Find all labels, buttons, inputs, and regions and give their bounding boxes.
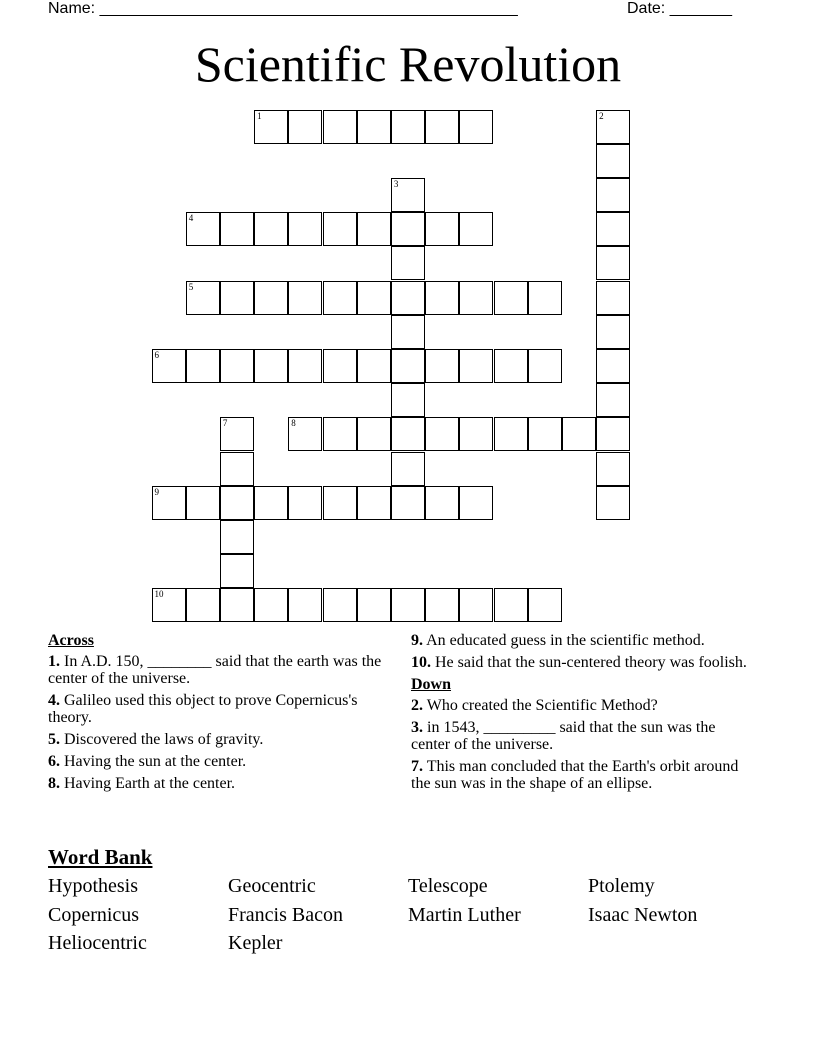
crossword-cell[interactable] <box>596 178 630 212</box>
crossword-cell[interactable] <box>459 486 493 520</box>
crossword-cell[interactable] <box>152 588 186 622</box>
word-bank-list <box>48 872 768 958</box>
crossword-cell[interactable] <box>596 417 630 451</box>
cell-number: 5 <box>188 281 194 292</box>
crossword-cell[interactable] <box>220 417 254 451</box>
crossword-cell[interactable] <box>357 588 391 622</box>
crossword-cell[interactable] <box>425 486 459 520</box>
crossword-cell[interactable] <box>596 315 630 349</box>
crossword-cell[interactable] <box>494 417 528 451</box>
clues-column-right <box>411 632 756 797</box>
crossword-cell[interactable] <box>254 349 288 383</box>
crossword-cell[interactable] <box>596 486 630 520</box>
crossword-cell[interactable] <box>288 349 322 383</box>
word-bank <box>48 844 768 958</box>
crossword-cell[interactable] <box>425 212 459 246</box>
crossword-cell[interactable] <box>220 554 254 588</box>
crossword-cell[interactable] <box>459 110 493 144</box>
crossword-cell[interactable] <box>152 349 186 383</box>
crossword-cell[interactable] <box>459 417 493 451</box>
cell-number: 3 <box>393 178 399 189</box>
crossword-cell[interactable] <box>220 281 254 315</box>
clue-down-2: 2. Who created the Scientific Method? <box>411 697 658 714</box>
word-bank-item: Isaac Newton <box>588 903 698 926</box>
crossword-cell[interactable] <box>425 417 459 451</box>
clue-across-10: 10. He said that the sun-centered theory was foolish. <box>411 654 747 671</box>
crossword-cell[interactable] <box>357 212 391 246</box>
crossword-cell[interactable] <box>254 588 288 622</box>
crossword-cell[interactable] <box>323 486 357 520</box>
down-heading: Down <box>411 676 452 693</box>
crossword-cell[interactable] <box>357 417 391 451</box>
clue-across-5: 5. Discovered the laws of gravity. <box>48 731 264 748</box>
word-bank-item: Copernicus <box>48 903 140 926</box>
clue-across-1: 1. In A.D. 150, ________ said that the earth was the center of the universe. <box>48 653 382 687</box>
crossword-cell[interactable] <box>596 452 630 486</box>
page-title: Scientific Revolution <box>194 36 622 92</box>
crossword-cell[interactable] <box>323 212 357 246</box>
crossword-cell[interactable] <box>596 144 630 178</box>
across-heading: Across <box>48 632 94 649</box>
crossword-cell[interactable] <box>254 486 288 520</box>
crossword-cell[interactable] <box>186 588 220 622</box>
crossword-cell[interactable] <box>357 281 391 315</box>
crossword-cell[interactable] <box>323 588 357 622</box>
crossword-cell[interactable] <box>528 588 562 622</box>
cell-number: 7 <box>222 418 228 429</box>
crossword-cell[interactable] <box>391 417 425 451</box>
crossword-cell[interactable] <box>494 588 528 622</box>
crossword-cell[interactable] <box>288 588 322 622</box>
name-field-label: Name: _______________________________________________ <box>48 0 518 17</box>
crossword-cell[interactable] <box>391 281 425 315</box>
clue-across-8: 8. Having Earth at the center. <box>48 775 236 792</box>
word-bank-item: Martin Luther <box>408 903 521 926</box>
cell-number: 4 <box>188 213 194 224</box>
cell-number: 1 <box>257 110 262 121</box>
crossword-cell[interactable] <box>391 452 425 486</box>
clues-column-left <box>48 632 388 797</box>
clue-down-3: 3. in 1543, _________ said that the sun was the center of the universe. <box>411 719 716 753</box>
word-bank-item: Ptolemy <box>588 875 655 897</box>
crossword-cell[interactable] <box>425 281 459 315</box>
crossword-cell[interactable] <box>357 486 391 520</box>
crossword-cell[interactable] <box>596 383 630 417</box>
crossword-cell[interactable] <box>596 110 630 144</box>
crossword-cell[interactable] <box>494 281 528 315</box>
crossword-cell[interactable] <box>323 110 357 144</box>
crossword-cell[interactable] <box>391 315 425 349</box>
crossword-cell[interactable] <box>220 486 254 520</box>
cell-number: 6 <box>154 349 159 360</box>
crossword-cell[interactable] <box>425 588 459 622</box>
crossword-cell[interactable] <box>391 246 425 280</box>
crossword-cell[interactable] <box>391 212 425 246</box>
crossword-cell[interactable] <box>254 212 288 246</box>
crossword-cell[interactable] <box>220 349 254 383</box>
word-bank-item: Kepler <box>228 932 283 954</box>
clue-across-9: 9. An educated guess in the scientific method. <box>411 632 705 649</box>
word-bank-item: Telescope <box>408 875 488 897</box>
crossword-cell[interactable] <box>596 246 630 280</box>
word-bank-item: Francis Bacon <box>228 903 343 926</box>
word-bank-item: Hypothesis <box>48 875 138 897</box>
crossword-cell[interactable] <box>254 110 288 144</box>
crossword-cell[interactable] <box>323 417 357 451</box>
crossword-cell[interactable] <box>528 417 562 451</box>
crossword-cell[interactable] <box>357 349 391 383</box>
cell-number: 10 <box>154 589 164 600</box>
crossword-cell[interactable] <box>220 452 254 486</box>
crossword-cell[interactable] <box>459 212 493 246</box>
clue-across-6: 6. Having the sun at the center. <box>48 753 247 770</box>
crossword-cell[interactable] <box>459 281 493 315</box>
crossword-cell[interactable] <box>186 281 220 315</box>
crossword-cell[interactable] <box>288 110 322 144</box>
crossword-cell[interactable] <box>323 349 357 383</box>
crossword-cell[interactable] <box>288 417 322 451</box>
crossword-cell[interactable] <box>528 281 562 315</box>
word-bank-item: Geocentric <box>228 875 316 897</box>
crossword-cell[interactable] <box>152 486 186 520</box>
crossword-cell[interactable] <box>186 349 220 383</box>
crossword-cell[interactable] <box>288 212 322 246</box>
crossword-cell[interactable] <box>596 349 630 383</box>
crossword-cell[interactable] <box>323 281 357 315</box>
word-bank-item: Heliocentric <box>48 932 147 954</box>
crossword-cell[interactable] <box>288 281 322 315</box>
crossword-cell[interactable] <box>186 212 220 246</box>
cell-number: 2 <box>599 110 604 121</box>
crossword-cell[interactable] <box>391 178 425 212</box>
crossword-cell[interactable] <box>425 349 459 383</box>
crossword-cell[interactable] <box>391 486 425 520</box>
crossword-cell[interactable] <box>459 349 493 383</box>
clue-across-4: 4. Galileo used this object to prove Copernicus's theory. <box>48 692 358 726</box>
crossword-cell[interactable] <box>562 417 596 451</box>
cell-number: 9 <box>154 486 159 497</box>
date-field-label: Date: _______ <box>627 0 732 17</box>
crossword-cell[interactable] <box>220 520 254 554</box>
crossword-cell[interactable] <box>391 110 425 144</box>
crossword-cell[interactable] <box>391 349 425 383</box>
crossword-cell[interactable] <box>596 281 630 315</box>
crossword-cell[interactable] <box>459 588 493 622</box>
crossword-cell[interactable] <box>596 212 630 246</box>
crossword-cell[interactable] <box>254 281 288 315</box>
crossword-cell[interactable] <box>357 110 391 144</box>
clue-down-7: 7. This man concluded that the Earth's orbit around the sun was in the shape of an ellipse. <box>411 758 739 792</box>
crossword-cell[interactable] <box>391 588 425 622</box>
crossword-cell[interactable] <box>220 588 254 622</box>
crossword-cell[interactable] <box>186 486 220 520</box>
crossword-cell[interactable] <box>528 349 562 383</box>
crossword-cell[interactable] <box>425 110 459 144</box>
crossword-cell[interactable] <box>494 349 528 383</box>
cell-number: 8 <box>291 418 296 429</box>
crossword-cell[interactable] <box>288 486 322 520</box>
crossword-cell[interactable] <box>391 383 425 417</box>
crossword-cell[interactable] <box>220 212 254 246</box>
word-bank-title: Word Bank <box>48 845 153 869</box>
